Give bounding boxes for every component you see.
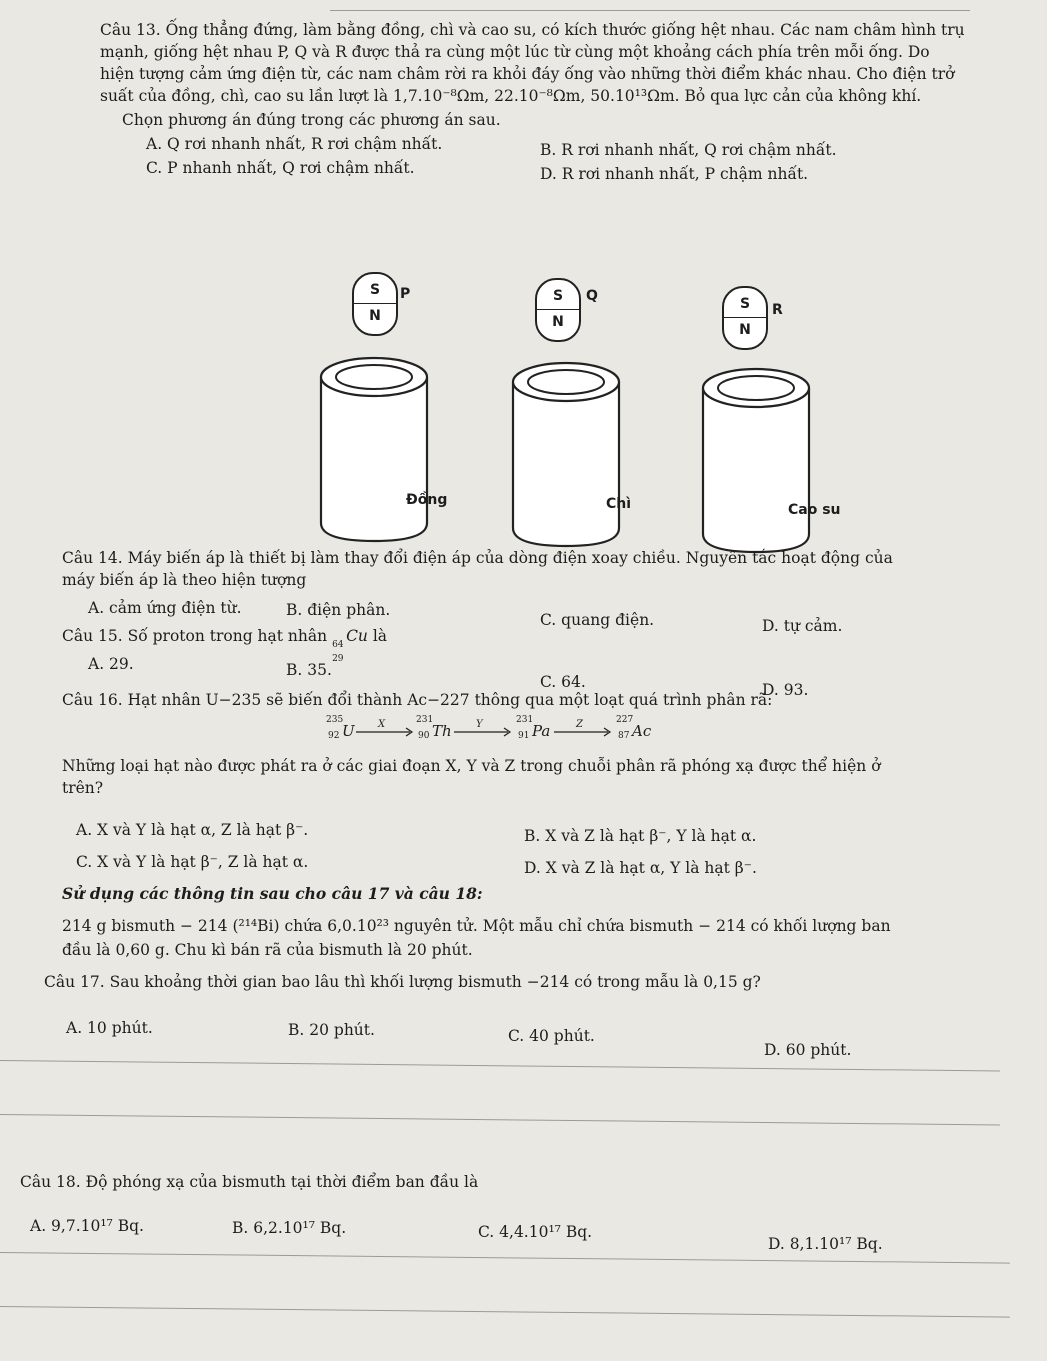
tube-lead	[510, 360, 622, 550]
tube-lead-label: Chì	[606, 496, 632, 512]
q16-option-c[interactable]: C. X và Y là hạt β⁻, Z là hạt α.	[76, 853, 309, 871]
q16-option-b[interactable]: B. X và Z là hạt β⁻, Y là hạt α.	[524, 827, 757, 845]
q17-option-a[interactable]: A. 10 phút.	[66, 1019, 153, 1037]
q16-decay-chain	[326, 708, 746, 748]
tube-copper-label: Đồng	[406, 492, 448, 508]
q14-option-a[interactable]: A. cảm ứng điện từ.	[88, 599, 242, 617]
chain-pa-atomic: 91	[518, 731, 530, 741]
answer-line-1	[0, 1060, 1000, 1071]
q13-option-a[interactable]: A. Q rơi nhanh nhất, R rơi chậm nhất.	[146, 135, 443, 153]
q18-option-a[interactable]: A. 9,7.10¹⁷ Bq.	[30, 1217, 144, 1235]
info-line1: 214 g bismuth − 214 (²¹⁴Bi) chứa 6,0.10²³ nguyên tử. Một mẫu chỉ chứa bismuth − 214 có khối lượng ban	[62, 917, 891, 935]
chain-arrow-z: Z	[576, 719, 583, 730]
q18-option-b[interactable]: B. 6,2.10¹⁷ Bq.	[232, 1219, 347, 1237]
q18-option-c[interactable]: C. 4,4.10¹⁷ Bq.	[478, 1223, 593, 1241]
chain-th-symbol: Th	[432, 722, 452, 740]
top-rule	[330, 10, 970, 11]
info-line2: đầu là 0,60 g. Chu kì bán rã của bismuth là 20 phút.	[62, 941, 473, 959]
q15-stem: Câu 15. Số proton trong hạt nhân 64 29 Cu là	[62, 627, 388, 664]
q18-option-d[interactable]: D. 8,1.10¹⁷ Bq.	[768, 1235, 883, 1253]
chain-u-mass: 235	[326, 715, 344, 725]
magnet-p: S N	[352, 272, 398, 336]
q13-option-b[interactable]: B. R rơi nhanh nhất, Q rơi chậm nhất.	[540, 141, 837, 159]
magnet-r-label: R	[772, 302, 783, 318]
info-title: Sử dụng các thông tin sau cho câu 17 và câu 18:	[62, 884, 483, 903]
chain-th-atomic: 90	[418, 731, 430, 741]
q17-stem: Câu 17. Sau khoảng thời gian bao lâu thì khối lượng bismuth −214 có trong mẫu là 0,15 g?	[44, 973, 761, 991]
answer-line-4	[0, 1306, 1010, 1318]
q17-option-c[interactable]: C. 40 phút.	[508, 1027, 595, 1045]
q15-option-c[interactable]: C. 64.	[540, 673, 586, 691]
chain-pa-mass: 231	[516, 715, 534, 725]
q16-line1: Câu 16. Hạt nhân U−235 sẽ biến đổi thành Ac−227 thông qua một loạt quá trình phân rã:	[62, 691, 773, 709]
chain-th-mass: 231	[416, 715, 434, 725]
magnet-p-label: P	[400, 286, 411, 302]
answer-line-2	[0, 1114, 1000, 1125]
q14-option-c[interactable]: C. quang điện.	[540, 611, 655, 629]
tube-rubber-label: Cao su	[788, 502, 841, 518]
chain-ac-atomic: 87	[618, 731, 630, 741]
magnet-q-label: Q	[586, 288, 598, 304]
q13-line2: mạnh, giống hệt nhau P, Q và R được thả ra cùng một lúc từ cùng một khoảng cách phía trên mỗi ống. Do	[100, 43, 930, 61]
q14-option-d[interactable]: D. tự cảm.	[762, 617, 843, 635]
magnet-r: S N	[722, 286, 768, 350]
q13-line4: suất của đồng, chì, cao su lần lượt là 1,7.10⁻⁸Ωm, 22.10⁻⁸Ωm, 50.10¹³Ωm. Bỏ qua lực cản của không khí.	[100, 87, 922, 105]
q13-option-d[interactable]: D. R rơi nhanh nhất, P chậm nhất.	[540, 165, 809, 183]
magnet-q: S N	[535, 278, 581, 342]
tube-rubber	[700, 366, 812, 556]
q16-option-a[interactable]: A. X và Y là hạt α, Z là hạt β⁻.	[76, 821, 309, 839]
q13-line1: Câu 13. Ống thẳng đứng, làm bằng đồng, chì và cao su, có kích thước giống hệt nhau. Các nam châm hình trụ	[100, 21, 965, 39]
q16-line2: Những loại hạt nào được phát ra ở các giai đoạn X, Y và Z trong chuỗi phân rã phóng xạ được thể hiện ở	[62, 757, 881, 775]
q14-line1: Câu 14. Máy biến áp là thiết bị làm thay đổi điện áp của dòng điện xoay chiều. Nguyên tắc hoạt động của	[62, 549, 893, 567]
chain-u-atomic: 92	[328, 731, 340, 741]
q13-option-c[interactable]: C. P nhanh nhất, Q rơi chậm nhất.	[146, 159, 415, 177]
chain-u-symbol: U	[342, 722, 355, 740]
q16-line3: trên?	[62, 779, 104, 797]
q17-option-b[interactable]: B. 20 phút.	[288, 1021, 375, 1039]
tube-copper	[318, 355, 430, 545]
q15-option-d[interactable]: D. 93.	[762, 681, 809, 699]
q16-option-d[interactable]: D. X và Z là hạt α, Y là hạt β⁻.	[524, 859, 757, 877]
q14-option-b[interactable]: B. điện phân.	[286, 601, 391, 619]
chain-pa-symbol: Pa	[532, 722, 551, 740]
q14-line2: máy biến áp là theo hiện tượng	[62, 571, 307, 589]
q15-option-b[interactable]: B. 35.	[286, 661, 332, 679]
q13-line5: Chọn phương án đúng trong các phương án sau.	[122, 111, 501, 129]
chain-ac-symbol: Ac	[632, 722, 652, 740]
q17-option-d[interactable]: D. 60 phút.	[764, 1041, 852, 1059]
chain-arrow-x: X	[378, 719, 386, 730]
q15-option-a[interactable]: A. 29.	[88, 655, 134, 673]
q13-line3: hiện tượng cảm ứng điện từ, các nam châm rời ra khỏi đáy ống vào những thời điểm khác nhau. Cho điện trở	[100, 65, 955, 83]
chain-arrow-y: Y	[476, 719, 483, 730]
chain-ac-mass: 227	[616, 715, 634, 725]
q18-stem: Câu 18. Độ phóng xạ của bismuth tại thời điểm ban đầu là	[20, 1173, 479, 1191]
